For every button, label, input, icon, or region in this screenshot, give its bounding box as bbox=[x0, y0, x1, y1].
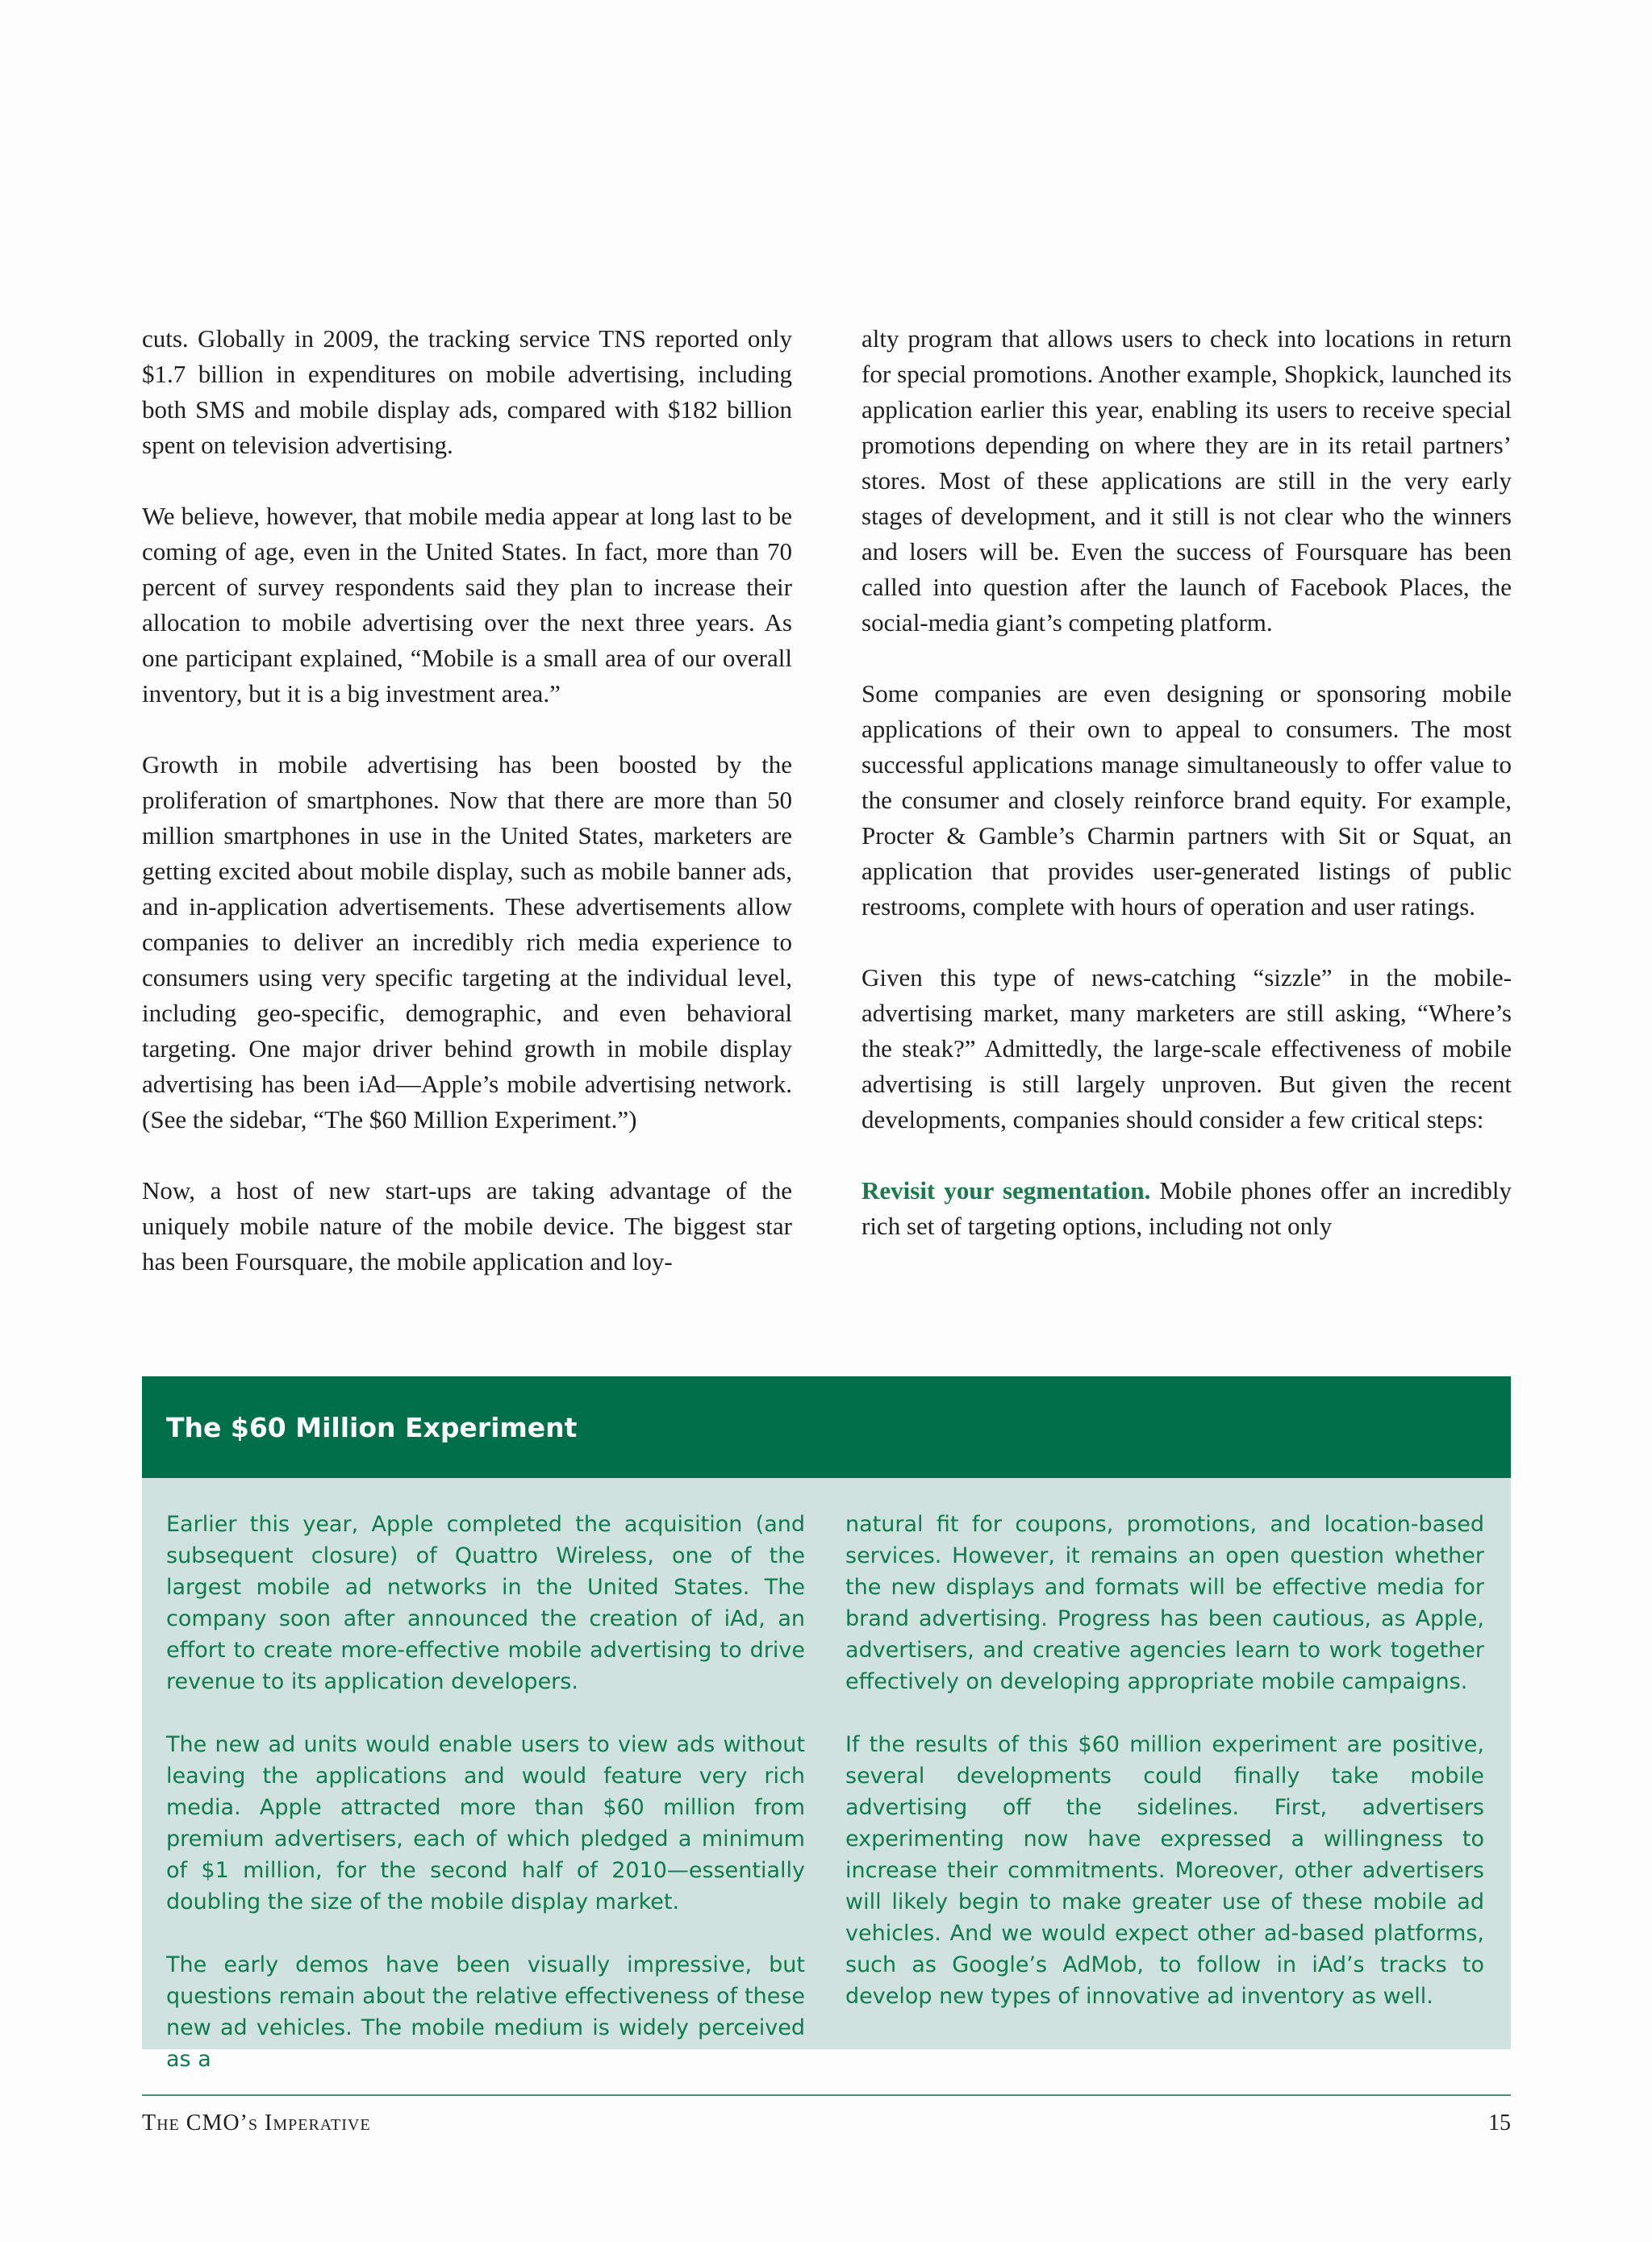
sidebar-body bbox=[142, 1478, 1511, 2072]
sidebar-paragraph: The early demos have been visually impressive, but questions remain about the relative effectiveness of these new ad vehicles. The mobile medium is widely perceived as a bbox=[166, 1952, 805, 2072]
footer-divider bbox=[142, 2094, 1511, 2096]
body-paragraph: cuts. Globally in 2009, the tracking service TNS reported only $1.7 billion in expenditures on mobile advertising, including both SMS and mobile display ads, compared with $182 billion spent on television advertising. bbox=[142, 324, 792, 459]
body-right-column bbox=[861, 321, 1512, 1244]
body-paragraph: Given this type of news-catching “sizzle” in the mobile-advertising market, many marketers are still asking, “Where’s the steak?” Admittedly, the large-scale effectiveness of mobile advertising is still largely unproven. But given the recent developments, companies should consider a few critical steps: bbox=[861, 963, 1512, 1134]
sidebar-header bbox=[142, 1376, 1511, 1478]
body-paragraph: Now, a host of new start-ups are taking advantage of the uniquely mobile nature of the mobile device. The biggest star has been Foursquare, the mobile application and loy- bbox=[142, 1176, 792, 1275]
footer-publication-title: The CMO’s Imperative bbox=[142, 2110, 371, 2136]
sidebar-right-column bbox=[845, 1509, 1484, 2012]
segmentation-lead-heading: Revisit your segmentation. bbox=[861, 1176, 1151, 1205]
sidebar-title: The $60 Million Experiment bbox=[166, 1411, 578, 1443]
body-paragraph: Growth in mobile advertising has been boosted by the proliferation of smartphones. Now that there are more than 50 million smartphones in use in the United States, marketers are getting excited about mobile display, such as mobile banner ads, and in-application advertisements. These advertisements allow companies to deliver an incredibly rich media experience to consumers using very specific targeting at the individual level, including geo-specific, demographic, and even behavioral targeting. One major driver behind growth in mobile display advertising has been iAd—Apple’s mobile advertising network. (See the sidebar, “The $60 Million Experiment.”) bbox=[142, 750, 792, 1134]
body-left-column bbox=[142, 321, 792, 1280]
sidebar-paragraph: The new ad units would enable users to view ads without leaving the applications and would feature very rich media. Apple attracted more than $60 million from premium advertisers, each of which pledged a minimum of $1 million, for the second half of 2010—essentially doubling the size of the mobile display market. bbox=[166, 1732, 805, 1914]
sidebar-left-column bbox=[166, 1509, 805, 2075]
sidebar-paragraph: If the results of this $60 million experiment are positive, several developments could finally take mobile advertising off the sidelines. First, advertisers experimenting now have expressed a willingness to increase their commitments. Moreover, other advertisers will likely begin to make greater use of these mobile ad vehicles. And we would expect other ad-based platforms, such as Google’s AdMob, to follow in iAd’s tracks to develop new types of innovative ad inventory as well. bbox=[845, 1732, 1484, 2009]
sidebar-paragraph: Earlier this year, Apple completed the acquisition (and subsequent closure) of Quattro Wireless, one of the largest mobile ad networks in the United States. The company soon after announced the creation of iAd, an effort to create more-effective mobile advertising to drive revenue to its application developers. bbox=[166, 1512, 805, 1694]
body-paragraph-final bbox=[861, 1173, 1512, 1244]
body-paragraph: We believe, however, that mobile media appear at long last to be coming of age, even in the United States. In fact, more than 70 percent of survey respondents said they plan to increase their allocation to mobile advertising over the next three years. As one participant explained, “Mobile is a small area of our overall inventory, but it is a big investment area.” bbox=[142, 502, 792, 708]
body-paragraph: alty program that allows users to check into locations in return for special promotions. Another example, Shopkick, launched its application earlier this year, enabling its users to receive special promotions depending on where they are in its retail partners’ stores. Most of these applications are still in the very early stages of development, and it still is not clear who the winners and losers will be. Even the success of Foursquare has been called into question after the launch of Facebook Places, the social-media giant’s competing platform. bbox=[861, 324, 1512, 637]
body-paragraph: Some companies are even designing or sponsoring mobile applications of their own to appeal to consumers. The most successful applications manage simultaneously to offer value to the consumer and closely reinforce brand equity. For example, Procter & Gamble’s Charmin partners with Sit or Squat, an application that provides user-generated listings of public restrooms, complete with hours of operation and user ratings. bbox=[861, 679, 1512, 921]
sidebar-paragraph: natural fit for coupons, promotions, and location-based services. However, it remains an open question whether the new displays and formats will be effective media for brand advertising. Progress has been cautious, as Apple, advertisers, and creative agencies learn to work together effectively on developing appropriate mobile campaigns. bbox=[845, 1512, 1484, 1694]
footer-page-number: 15 bbox=[1488, 2110, 1511, 2136]
segmentation-text: Mobile phones offer an incredibly rich set of targeting options, including not only bbox=[861, 1176, 1512, 1240]
